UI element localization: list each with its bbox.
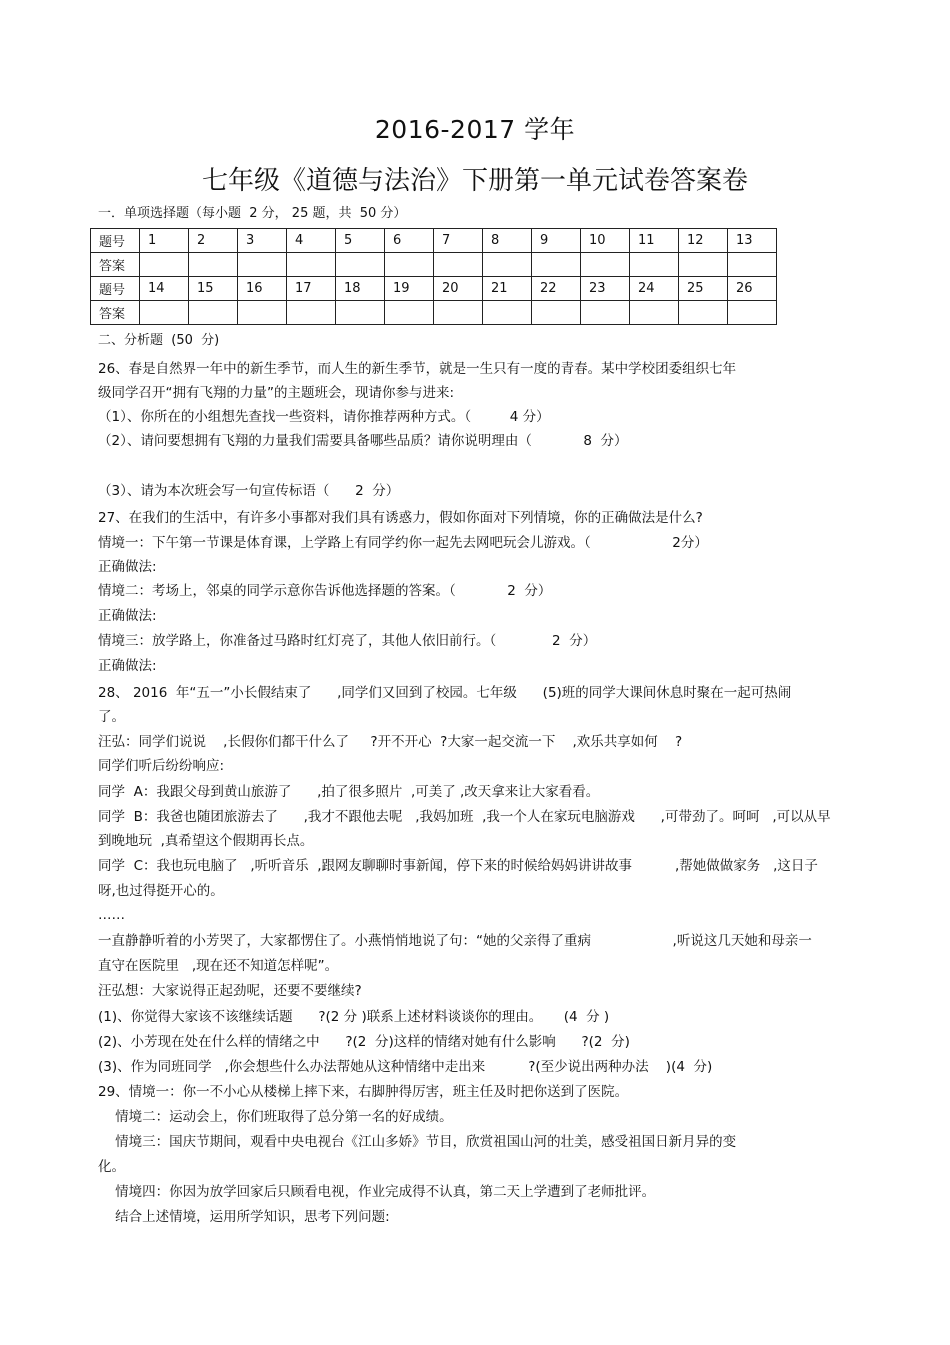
text-line: (2)、小芳现在处在什么样的情绪之中 ?(2 分)这样的情绪对她有什么影响 ?(2 分)	[98, 1034, 630, 1050]
text-line: 29、情境一：你一不小心从楼梯上摔下来，右脚肿得厉害，班主任及时把你送到了医院。	[98, 1084, 629, 1100]
answer-table	[90, 228, 777, 325]
text-line: 同学 C：我也玩电脑了 ,听听音乐 ,跟网友聊聊时事新闻，停下来的时候给妈妈讲讲故事 ,帮她做做家务 ,这日子	[98, 858, 818, 874]
text-line: (3)、作为同班同学 ,你会想些什么办法帮她从这种情绪中走出来 ?(至少说出两种办法 )(4 分)	[98, 1059, 713, 1075]
question-number: 1	[140, 229, 189, 253]
answer-cell[interactable]	[630, 253, 679, 277]
answer-cell[interactable]	[483, 301, 532, 325]
question-number: 10	[581, 229, 630, 253]
text-line: 同学 A：我跟父母到黄山旅游了 ,拍了很多照片 ,可美了 ,改天拿来让大家看看。	[98, 784, 600, 800]
row-label: 答案	[91, 301, 140, 325]
question-number: 17	[287, 277, 336, 301]
answer-cell[interactable]	[189, 301, 238, 325]
text-line: 汪弘：同学们说说 ,长假你们都干什么了 ?开不开心 ?大家一起交流一下 ,欢乐共享如何 ?	[98, 734, 683, 750]
row-label: 题号	[91, 229, 140, 253]
answer-cell[interactable]	[728, 301, 777, 325]
answer-cell[interactable]	[287, 253, 336, 277]
answer-cell[interactable]	[385, 301, 434, 325]
question-number: 25	[679, 277, 728, 301]
answer-cell[interactable]	[581, 301, 630, 325]
answer-cell[interactable]	[532, 253, 581, 277]
question-number: 5	[336, 229, 385, 253]
text-line: （3）、请为本次班会写一句宣传标语（ 2 分）	[98, 483, 400, 499]
text-line: 28、 2016 年“五一”小长假结束了 ,同学们又回到了校园。七年级 (5)班的同学大课间休息时聚在一起可热闹	[98, 685, 792, 701]
question-number: 23	[581, 277, 630, 301]
text-line: 正确做法:	[98, 559, 157, 575]
table-row	[91, 253, 777, 277]
answer-cell[interactable]	[385, 253, 434, 277]
text-line: 正确做法:	[98, 608, 157, 624]
answer-cell[interactable]	[532, 301, 581, 325]
row-label: 答案	[91, 253, 140, 277]
text-line: 情境一：下午第一节课是体育课，上学路上有同学约你一起先去网吧玩会儿游戏。（ 2分）	[98, 535, 708, 551]
section2-heading: 二、分析题 (50 分)	[98, 333, 220, 348]
text-line: 情境二：运动会上，你们班取得了总分第一名的好成绩。	[98, 1109, 453, 1125]
text-line: ……	[98, 907, 125, 923]
question-number: 6	[385, 229, 434, 253]
text-line: 情境三：放学路上，你准备过马路时红灯亮了，其他人依旧前行。（ 2 分）	[98, 633, 597, 649]
text-line: 27、在我们的生活中，有许多小事都对我们具有诱惑力，假如你面对下列情境，你的正确做法是什么?	[98, 510, 703, 526]
answer-cell[interactable]	[483, 253, 532, 277]
answer-cell[interactable]	[238, 301, 287, 325]
table-row	[91, 229, 777, 253]
text-line: 同学 B：我爸也随团旅游去了 ,我才不跟他去呢 ,我妈加班 ,我一个人在家玩电脑游戏 ,可带劲了。呵呵 ,可以从早	[98, 809, 831, 825]
question-number: 14	[140, 277, 189, 301]
question-number: 3	[238, 229, 287, 253]
text-line: 情境二：考场上，邻桌的同学示意你告诉他选择题的答案。（ 2 分）	[98, 583, 552, 599]
text-line: （2）、请问要想拥有飞翔的力量我们需要具备哪些品质？请你说明理由（ 8 分）	[98, 433, 628, 449]
row-label: 题号	[91, 277, 140, 301]
question-number: 8	[483, 229, 532, 253]
text-line: 同学们听后纷纷响应:	[98, 758, 225, 774]
text-line: 到晚地玩 ,真希望这个假期再长点。	[98, 833, 314, 849]
question-number: 21	[483, 277, 532, 301]
answer-cell[interactable]	[238, 253, 287, 277]
question-number: 22	[532, 277, 581, 301]
answer-cell[interactable]	[336, 301, 385, 325]
answer-cell[interactable]	[287, 301, 336, 325]
question-number: 12	[679, 229, 728, 253]
answer-cell[interactable]	[434, 301, 483, 325]
text-line: 正确做法:	[98, 658, 157, 674]
section1-heading: 一．单项选择题（每小题 2 分， 25 题，共 50 分）	[98, 206, 407, 221]
question-number: 11	[630, 229, 679, 253]
answer-cell[interactable]	[140, 301, 189, 325]
question-number: 7	[434, 229, 483, 253]
text-line: 情境三：国庆节期间，观看中央电视台《江山多娇》节目，欣赏祖国山河的壮美，感受祖国日新月异的变	[98, 1134, 737, 1150]
year-title: 2016-2017 学年	[374, 115, 576, 144]
question-number: 9	[532, 229, 581, 253]
answer-cell[interactable]	[189, 253, 238, 277]
text-line: (1)、你觉得大家该不该继续话题 ?(2 分 )联系上述材料谈谈你的理由。 (4 分 )	[98, 1009, 610, 1025]
text-line: 化。	[98, 1159, 125, 1175]
table-row	[91, 301, 777, 325]
question-number: 19	[385, 277, 434, 301]
answer-cell[interactable]	[581, 253, 630, 277]
answer-cell[interactable]	[630, 301, 679, 325]
table-row	[91, 277, 777, 301]
text-line: 26、春是自然界一年中的新生季节，而人生的新生季节，就是一生只有一度的青春。某中学校团委组织七年	[98, 361, 737, 377]
answer-cell[interactable]	[679, 253, 728, 277]
answer-cell[interactable]	[434, 253, 483, 277]
question-number: 15	[189, 277, 238, 301]
answer-cell[interactable]	[728, 253, 777, 277]
question-number: 13	[728, 229, 777, 253]
text-line: 级同学召开“拥有飞翔的力量”的主题班会，现请你参与进来:	[98, 385, 455, 401]
question-number: 26	[728, 277, 777, 301]
text-line: 结合上述情境，运用所学知识，思考下列问题:	[98, 1209, 390, 1225]
question-number: 16	[238, 277, 287, 301]
text-line: 了。	[98, 709, 125, 725]
text-line: 一直静静听着的小芳哭了，大家都愣住了。小燕悄悄地说了句：“她的父亲得了重病 ,听说这几天她和母亲一	[98, 933, 812, 949]
question-number: 2	[189, 229, 238, 253]
answer-cell[interactable]	[679, 301, 728, 325]
question-number: 4	[287, 229, 336, 253]
text-line: 呀,也过得挺开心的。	[98, 883, 224, 899]
answer-cell[interactable]	[140, 253, 189, 277]
answer-cell[interactable]	[336, 253, 385, 277]
exam-title: 七年级《道德与法治》下册第一单元试卷答案卷	[201, 166, 748, 196]
question-number: 20	[434, 277, 483, 301]
text-line: 汪弘想：大家说得正起劲呢，还要不要继续?	[98, 983, 362, 999]
text-line: 直守在医院里 ,现在还不知道怎样呢”。	[98, 958, 339, 974]
text-line: 情境四：你因为放学回家后只顾看电视，作业完成得不认真，第二天上学遭到了老师批评。	[98, 1184, 656, 1200]
text-line: （1）、你所在的小组想先查找一些资料，请你推荐两种方式。（ 4 分）	[98, 409, 550, 425]
question-number: 18	[336, 277, 385, 301]
question-number: 24	[630, 277, 679, 301]
